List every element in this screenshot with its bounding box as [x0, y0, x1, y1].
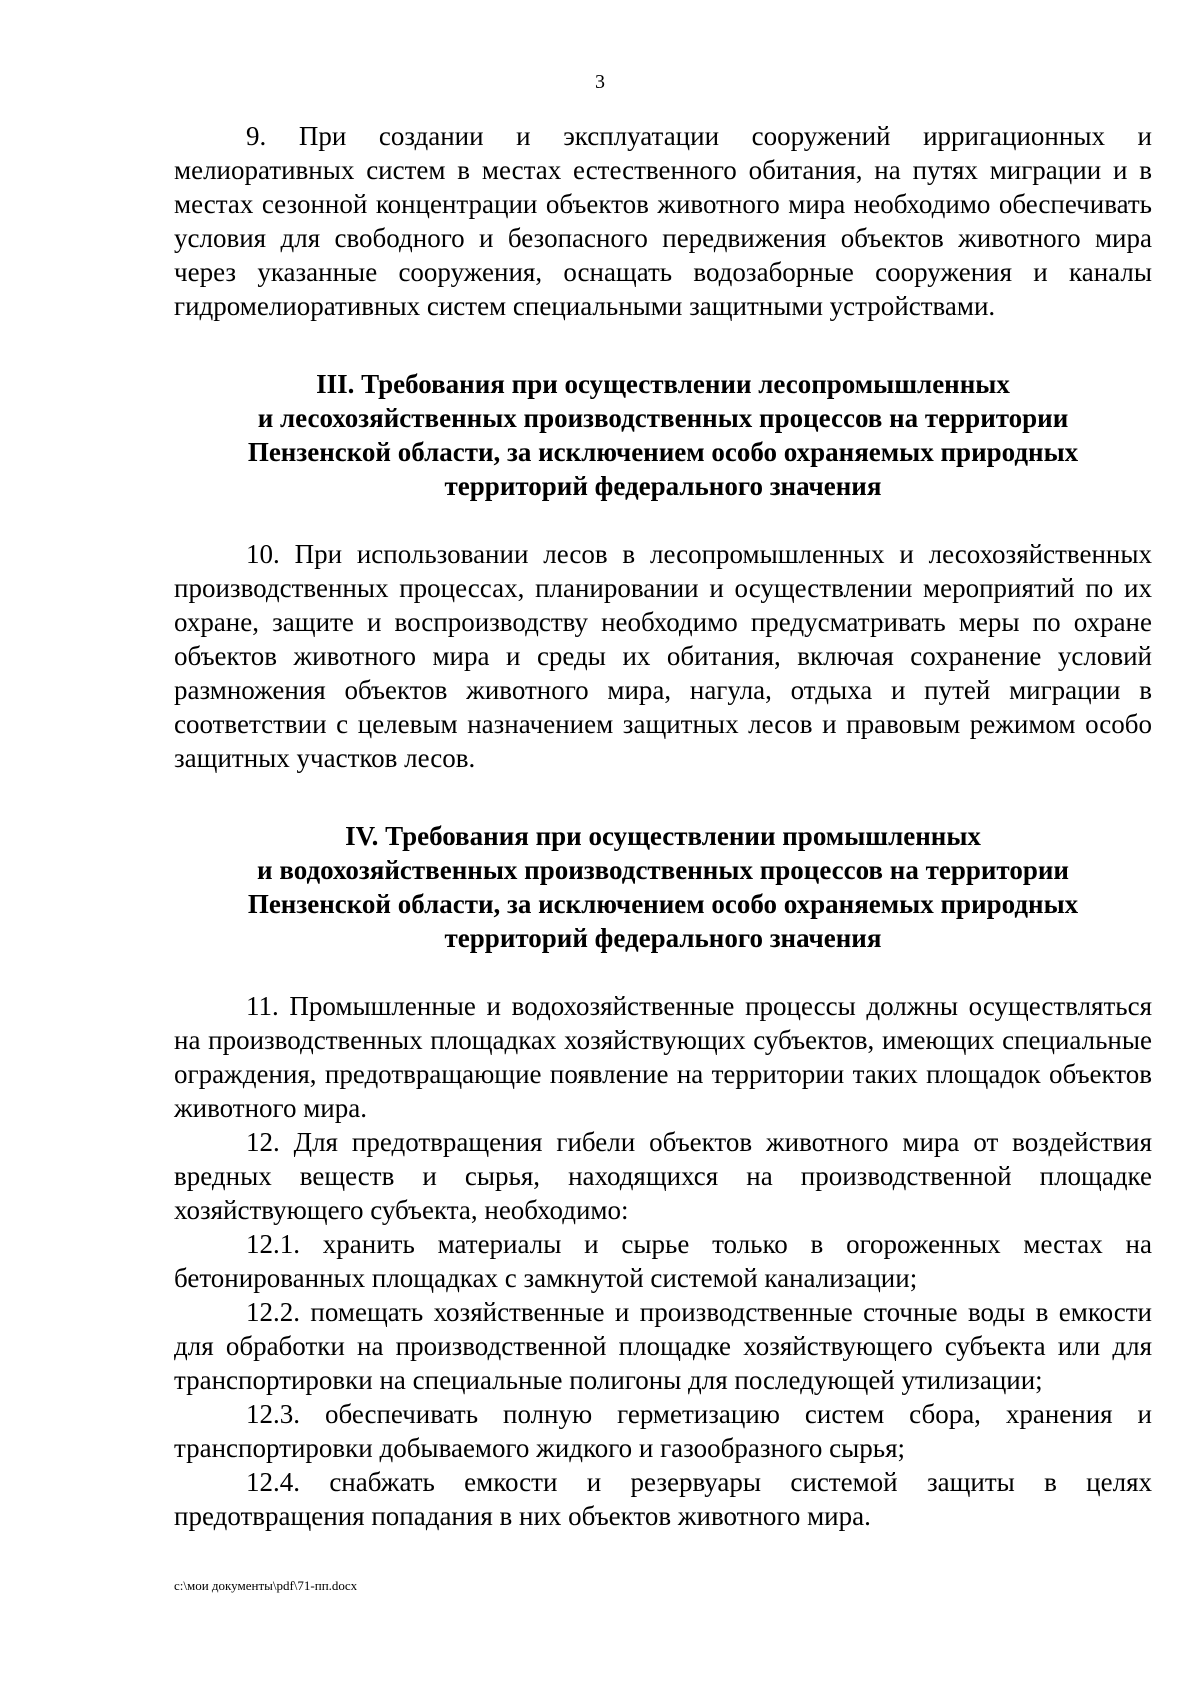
section-4-heading-line: и водохозяйственных производственных процессов на территории	[257, 855, 1069, 885]
section-4-heading	[174, 819, 1152, 955]
page-number: 3	[595, 71, 605, 93]
paragraph-12: 12. Для предотвращения гибели объектов животного мира от воздействия вредных веществ и сырья, находящихся на производственной площадке хозяйствующего субъекта, необходимо:	[174, 1127, 1152, 1225]
section-3-heading	[174, 367, 1152, 503]
section-3-heading-line: территорий федерального значения	[444, 471, 882, 501]
paragraph-10: 10. При использовании лесов в лесопромышленных и лесохозяйственных производственных процессах, планировании и осуществлении мероприятий по их охране, защите и воспроизводству необходимо предусматривать меры по охране объектов животного мира и среды их обитания, включая сохранение условий размножения объектов животного мира, нагула, отдыха и путей миграции в соответствии с целевым назначением защитных лесов и правовым режимом особо защитных участков лесов.	[174, 539, 1152, 773]
section-4-heading-line: территорий федерального значения	[444, 923, 882, 953]
section-3-heading-line: и лесохозяйственных производственных процессов на территории	[257, 403, 1069, 433]
paragraph-9: 9. При создании и эксплуатации сооружений ирригационных и мелиоративных систем в местах естественного обитания, на путях миграции и в местах сезонной концентрации объектов животного мира необходимо обеспечивать условия для свободного и безопасного передвижения объектов животного мира через указанные сооружения, оснащать водозаборные сооружения и каналы гидромелиоративных систем специальными защитными устройствами.	[174, 121, 1152, 321]
document-body	[174, 119, 1152, 1533]
paragraph-12-2: 12.2. помещать хозяйственные и производственные сточные воды в емкости для обработки на производственной площадке хозяйствующего субъекта или для транспортировки на специальные полигоны для последующей утилизации;	[174, 1297, 1152, 1395]
paragraph-11: 11. Промышленные и водохозяйственные процессы должны осуществляться на производственных площадках хозяйствующих субъектов, имеющих специальные ограждения, предотвращающие появление на территории таких площадок объектов животного мира.	[174, 991, 1152, 1123]
paragraph-12-3: 12.3. обеспечивать полную герметизацию систем сбора, хранения и транспортировки добываемого жидкого и газообразного сырья;	[174, 1399, 1152, 1463]
paragraph-12-4: 12.4. снабжать емкости и резервуары системой защиты в целях предотвращения попадания в них объектов животного мира.	[174, 1467, 1152, 1531]
section-4-heading-line: Пензенской области, за исключением особо охраняемых природных	[247, 889, 1079, 919]
section-4-heading-line: IV. Требования при осуществлении промышленных	[345, 821, 981, 851]
file-path-footer: c:\мои документы\pdf\71-пп.docx	[174, 1578, 358, 1593]
paragraph-12-1: 12.1. хранить материалы и сырье только в огороженных местах на бетонированных площадках с замкнутой системой канализации;	[174, 1229, 1152, 1293]
section-3-heading-line: Пензенской области, за исключением особо охраняемых природных	[247, 437, 1079, 467]
section-3-heading-line: III. Требования при осуществлении лесопромышленных	[316, 369, 1010, 399]
